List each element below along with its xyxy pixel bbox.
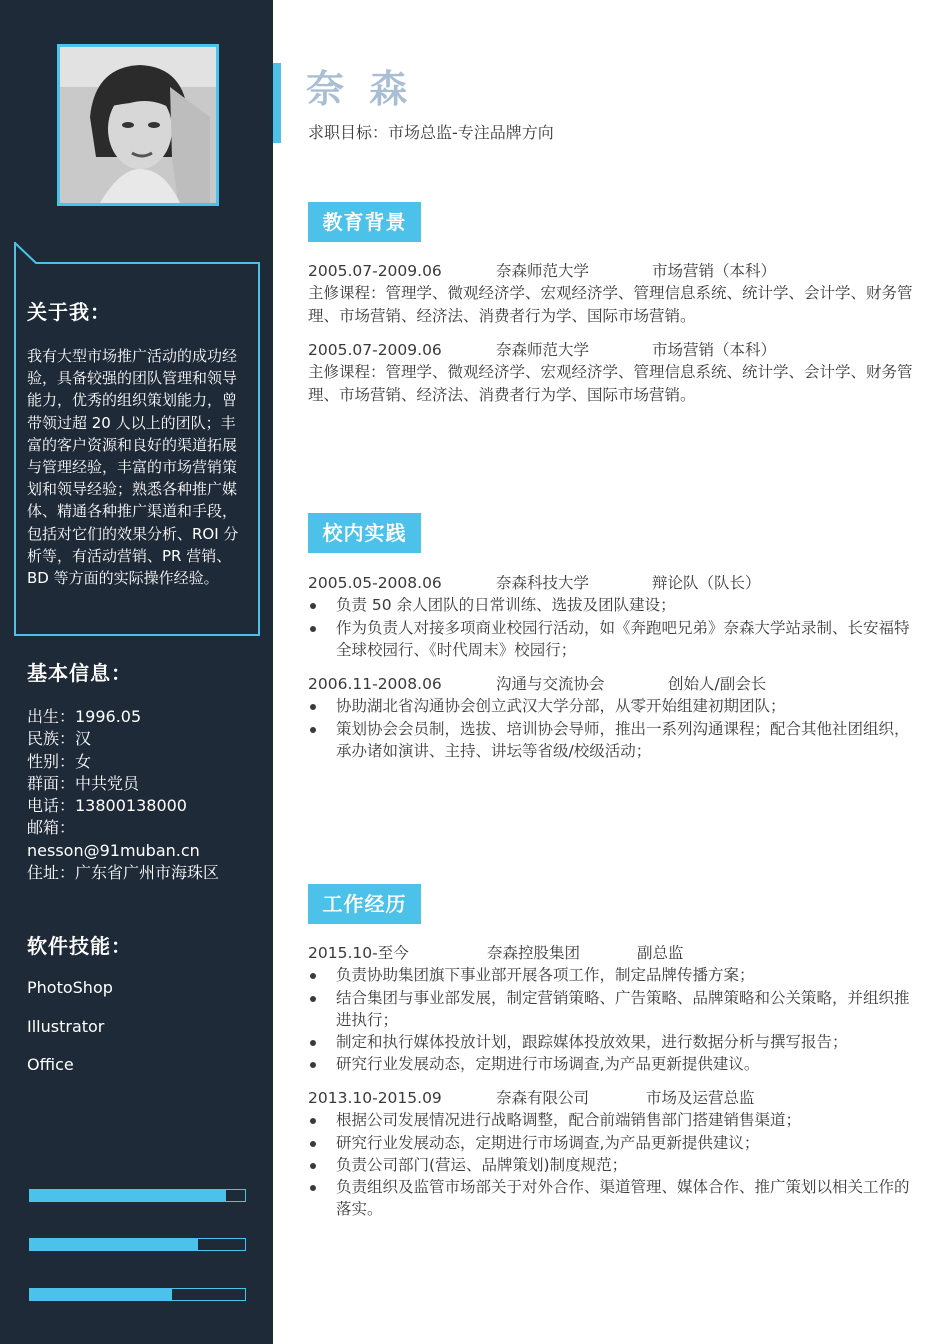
info-political: 群面：中共党员 — [27, 773, 140, 793]
entry-date: 2013.10-2015.09 — [308, 1089, 442, 1107]
skill-item: Illustrator — [27, 1016, 105, 1036]
entry-org: 奈森控股集团 — [487, 944, 581, 962]
entry-org: 奈森师范大学 — [496, 341, 590, 359]
list-item: 结合集团与事业部发展，制定营销策略、广告策略、品牌策略和公关策略，并组织推进执行； — [308, 987, 916, 1032]
candidate-name: 奈 森 — [306, 67, 414, 111]
list-item: 负责组织及监管市场部关于对外合作、渠道管理、媒体合作、推广策划以相关工作的落实。 — [308, 1176, 916, 1221]
info-title: 基本信息： — [27, 661, 132, 685]
skill-item: PhotoShop — [27, 978, 113, 997]
list-item: 策划协会会员制，选拔、培训协会导师，推出一系列沟通课程；配合其他社团组织，承办诸如演讲、主持、讲坛等省级/校级活动； — [308, 718, 916, 763]
list-item: 负责协助集团旗下事业部开展各项工作，制定品牌传播方案； — [308, 964, 916, 986]
list-item: 制定和执行媒体投放计划，跟踪媒体投放效果，进行数据分析与撰写报告； — [308, 1031, 916, 1053]
list-item: 研究行业发展动态，定期进行市场调查,为产品更新提供建议。 — [308, 1053, 916, 1075]
campus-entry — [308, 572, 916, 661]
info-birth: 出生：1996.05 — [27, 707, 142, 726]
work-title: 工作经历 — [308, 884, 421, 924]
entry-org: 沟通与交流协会 — [496, 675, 605, 693]
entry-role: 辩论队（队长） — [652, 574, 761, 592]
entry-desc: 主修课程：管理学、微观经济学、宏观经济学、管理信息系统、统计学、会计学、财务管理、市场营销、经济法、消费者行为学、国际市场营销。 — [308, 363, 913, 404]
entry-role: 副总监 — [637, 944, 684, 962]
skill-bar-fill — [30, 1239, 198, 1250]
entry-org: 奈森有限公司 — [496, 1089, 590, 1107]
education-entry — [308, 339, 916, 406]
skill-bar — [29, 1189, 246, 1202]
work-entry — [308, 942, 916, 1076]
skill-bar — [29, 1238, 246, 1251]
campus-entry — [308, 673, 916, 762]
info-address: 住址：广东省广州市海珠区 — [27, 863, 220, 883]
list-item: 负责公司部门(营运、品牌策划)制度规范； — [308, 1154, 916, 1176]
entry-role: 市场营销（本科） — [652, 341, 777, 359]
list-item: 研究行业发展动态，定期进行市场调查,为产品更新提供建议； — [308, 1132, 916, 1154]
work-entry — [308, 1087, 916, 1221]
info-ethnicity: 民族：汉 — [27, 729, 92, 749]
skills-title: 软件技能： — [27, 934, 132, 958]
entry-role: 创始人/副会长 — [668, 675, 767, 693]
skill-bar-fill — [30, 1289, 172, 1300]
skill-bar — [29, 1288, 246, 1301]
about-title: 关于我： — [27, 300, 111, 324]
entry-role: 市场及运营总监 — [646, 1089, 755, 1107]
entry-date: 2005.07-2009.06 — [308, 262, 442, 280]
education-title: 教育背景 — [308, 202, 421, 242]
education-entry — [308, 260, 916, 327]
info-gender: 性别：女 — [27, 751, 92, 771]
skill-bar-fill — [30, 1190, 226, 1201]
entry-org: 奈森师范大学 — [496, 262, 590, 280]
skill-item: Office — [27, 1055, 74, 1074]
entry-role: 市场营销（本科） — [652, 262, 777, 280]
job-objective: 求职目标：市场总监-专注品牌方向 — [308, 123, 554, 142]
list-item: 根据公司发展情况进行战略调整，配合前端销售部门搭建销售渠道； — [308, 1109, 916, 1131]
info-phone: 电话：13800138000 — [27, 796, 187, 816]
info-list — [27, 706, 257, 884]
skill-list — [27, 978, 113, 1094]
info-email-label: 邮箱： — [27, 818, 76, 838]
about-text: 我有大型市场推广活动的成功经验，具备较强的团队管理和领导能力，优秀的组织策划能力，曾带领过超 20 人以上的团队；丰富的客户资源和良好的渠道拓展与管理经验，丰富的市场营销策划和领导经验；熟悉各种推广媒体、精通各种推广渠道和手段，包括对它们的效果分析、ROI 分析等，有活动营销、PR 营销、BD 等方面的实际操作经验。 — [27, 347, 239, 588]
entry-date: 2015.10-至今 — [308, 944, 409, 962]
name-accent-bar — [273, 63, 281, 143]
sidebar — [0, 0, 273, 1344]
entry-date: 2005.07-2009.06 — [308, 341, 442, 359]
portrait-image — [60, 47, 216, 203]
list-item: 协助湖北省沟通协会创立武汉大学分部，从零开始组建初期团队； — [308, 695, 916, 717]
entry-org: 奈森科技大学 — [496, 574, 590, 592]
campus-title: 校内实践 — [308, 513, 421, 553]
info-email: nesson@91muban.cn — [27, 840, 200, 860]
entry-desc: 主修课程：管理学、微观经济学、宏观经济学、管理信息系统、统计学、会计学、财务管理、市场营销、经济法、消费者行为学、国际市场营销。 — [308, 284, 913, 325]
list-item: 作为负责人对接多项商业校园行活动，如《奔跑吧兄弟》奈森大学站录制、长安福特全球校园行、《时代周末》校园行； — [308, 617, 916, 662]
entry-date: 2006.11-2008.06 — [308, 675, 442, 693]
list-item: 负责 50 余人团队的日常训练、选拔及团队建设； — [308, 594, 916, 616]
profile-photo — [57, 44, 219, 206]
entry-date: 2005.05-2008.06 — [308, 574, 442, 592]
